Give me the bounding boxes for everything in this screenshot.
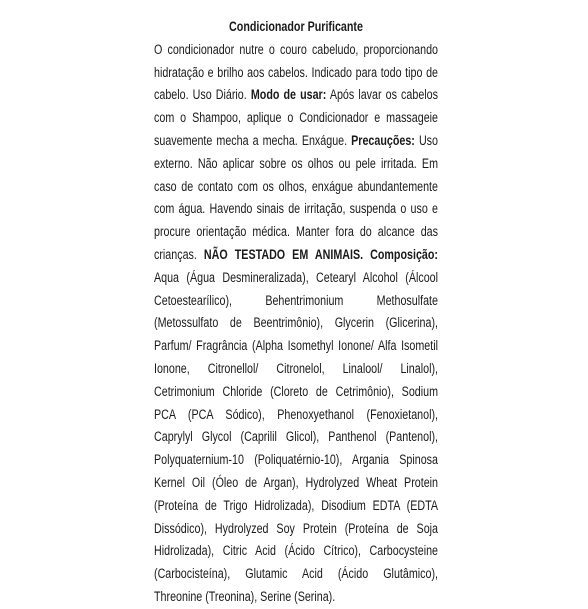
label-text — [154, 39, 438, 609]
not-tested-notice: NÃO TESTADO EM ANIMAIS. — [203, 246, 364, 262]
precautions-label: Precauções: — [351, 132, 415, 148]
composition-text: Aqua (Água Desmineralizada), Cetearyl Alcohol (Álcool Cetoestearílico), Behentrimonium Methosulfate (Metossulfato de Beentrimônio), Glycerin (Glicerina), Parfum/ Fragrância (Alpha Isomethyl Ionone/ Alfa Isometil Ionone, Citronellol/ Citronelol, Linalool/ Linalol), Cetrimonium Chloride (Cloreto de Cetrimônio), Sodium PCA (PCA Sódico), Phenoxyethanol (Fenoxietanol), Caprylyl Glycol (Caprilil Glicol), Panthenol (Pantenol), Polyquaternium-10 (Poliquatérnio-10), Argania Spinosa Kernel Oil (Óleo de Argan), Hydrolyzed Wheat Protein (Proteína de Trigo Hidrolizada), Disodium EDTA (EDTA Dissódico), Hydrolyzed Soy Protein (Proteína de Soja Hidrolizada), Citric Acid (Ácido Cítrico), Carbocysteine (Carbocisteína), Glutamic Acid (Ácido Glutâmico), Threonine (Treonina), Serine (Serina). — [154, 269, 438, 604]
how-to-use-text: Após lavar os cabelos com o Shampoo, aplique o Condicionador e massageie suavemente mecha a mecha. Enxágue. — [154, 87, 438, 148]
product-title: Condicionador Purificante — [229, 19, 363, 34]
how-to-use-label: Modo de usar: — [250, 87, 327, 103]
composition-label: Composição: — [370, 246, 438, 262]
precautions-text: Uso externo. Não aplicar sobre os olhos ou pele irritada. Em caso de contato com os olhos, enxágue abundantemente com água. Havendo sinais de irritação, suspenda o uso e procure orientação médica. Manter fora do alcance das crianças. — [154, 132, 438, 262]
product-label — [154, 16, 438, 609]
label-body — [154, 39, 438, 609]
description-text: O condicionador nutre o couro cabeludo, proporcionando hidratação e brilho aos cabelos. Indicado para todo tipo de cabelo. Uso Diário. — [154, 41, 438, 103]
